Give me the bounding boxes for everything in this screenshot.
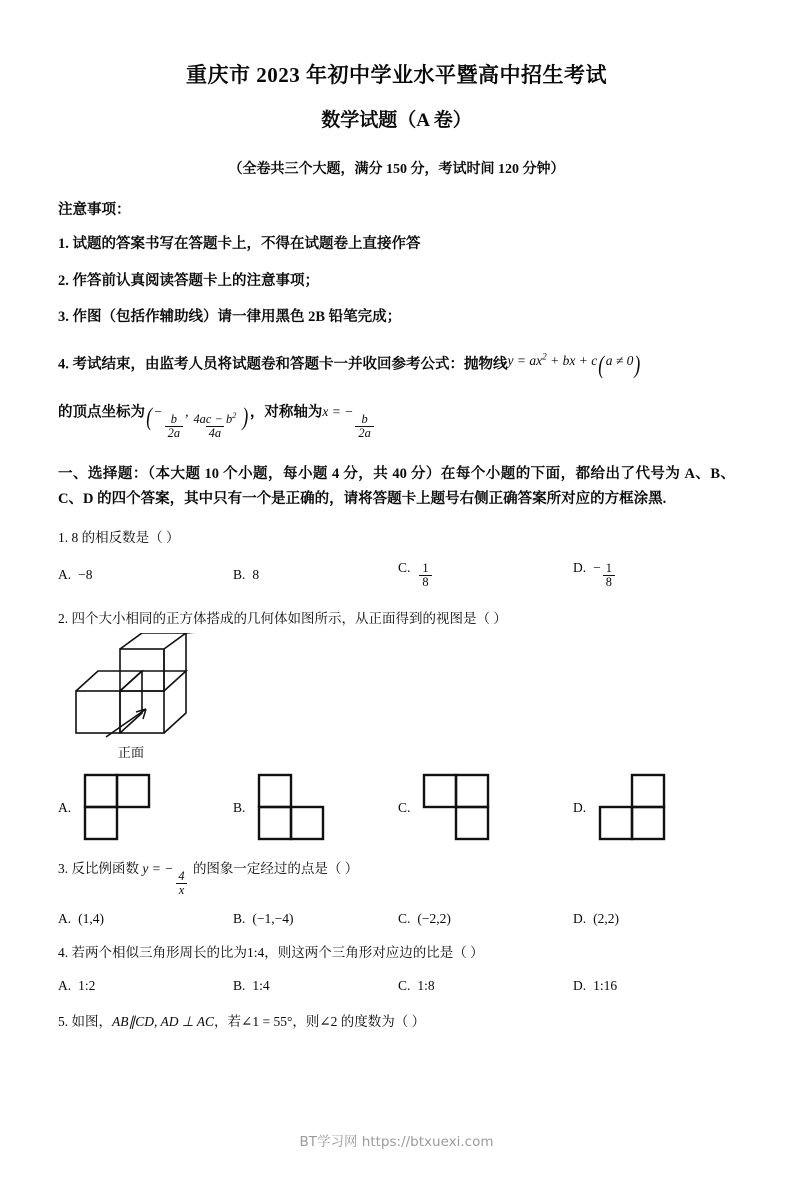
question-1-option-c[interactable] (398, 560, 573, 589)
question-2-option-c[interactable] (398, 771, 573, 845)
notice-item-3: 3. 作图（包括作辅助线）请一律用黑色 2B 铅笔完成； (58, 309, 402, 326)
page-subtitle: 数学试题（A 卷） (321, 110, 472, 132)
section-1-heading: 一、选择题：（本大题 10 个小题，每小题 4 分，共 40 分）在每个小题的下面，都给出了代号为 A、B、C、D 的四个答案，其中只有一个是正确的，请将答题卡上题号右侧正确答案所对应的方框涂黑. (58, 466, 735, 508)
question-3-option-d[interactable] (573, 911, 733, 927)
notice-item-1: 1. 试题的答案书写在答题卡上，不得在试题卷上直接作答 (58, 235, 421, 252)
fraction-denominator: x (176, 883, 188, 897)
front-view-shape-c (418, 771, 492, 845)
site-watermark: BT学习网 https://btxuexi.com (299, 1134, 494, 1150)
question-3-option-c[interactable] (398, 911, 573, 927)
option-label: D. (573, 977, 587, 993)
axis-lead-label: ，对称轴为 (249, 404, 323, 420)
question-4 (58, 943, 735, 963)
option-label: C. (398, 911, 411, 927)
question-2-option-a[interactable] (58, 771, 233, 845)
question-3-formula: y = − $\frac{4}{x}$ (142, 861, 189, 876)
vertex-lead-label: 的顶点坐标为 (58, 404, 145, 420)
notice-heading: 注意事项： (58, 201, 131, 218)
question-4-option-d[interactable] (573, 978, 733, 994)
question-4-option-b[interactable] (233, 978, 398, 994)
exam-info-line: （全卷共三个大题，满分 150 分，考试时间 120 分钟） (228, 161, 565, 177)
question-5 (58, 1012, 735, 1032)
fraction-sign: − (593, 560, 601, 576)
question-1-options (58, 555, 735, 595)
question-1-option-d[interactable] (573, 560, 733, 589)
option-label: A. (58, 566, 72, 582)
question-5-stem-pre: 5. 如图， (58, 1013, 112, 1029)
fraction-denominator: 8 (419, 575, 431, 589)
question-3-option-b[interactable] (233, 911, 398, 927)
option-value: (−2,2) (417, 911, 451, 927)
option-label: B. (233, 911, 246, 927)
notice-item-4 (58, 346, 735, 384)
question-2-stem: 2. 四个大小相同的正方体搭成的几何体如图所示，从正面得到的视图是（ ） (58, 610, 507, 626)
fraction-numerator: 4 (178, 869, 185, 884)
fraction-numerator: 1 (422, 561, 429, 576)
parabola-formula: $y = ax^2$ + bx + c(a ≠ 0) (507, 350, 641, 380)
fraction-numerator: 1 (605, 561, 612, 576)
question-4-stem: 4. 若两个相似三角形周长的比为1:4，则这两个三角形对应边的比是（ ） (58, 945, 484, 961)
question-1-stem: 1. 8 的相反数是（ ） (58, 530, 180, 546)
option-label: C. (398, 799, 411, 815)
vertex-coordinates-formula: (− $\frac{b}{2a}$ , $\frac{4ac - b^2}{4a}$ ) (146, 401, 249, 441)
option-value: 1:8 (417, 977, 435, 993)
option-value: 1:4 (252, 977, 270, 993)
question-1 (58, 528, 735, 548)
question-3-options (58, 911, 735, 927)
question-4-options (58, 978, 735, 994)
question-2-options (58, 771, 735, 845)
option-value: −8 (78, 566, 93, 582)
fraction-denominator: 8 (603, 575, 615, 589)
question-3-stem-post: 的图象一定经过的点是（ ） (189, 860, 359, 876)
option-value-fraction (419, 562, 431, 589)
axis-of-symmetry-formula: x = − $\frac{b}{2a}$ (322, 404, 375, 419)
front-view-shape-b (253, 771, 327, 845)
option-label: D. (573, 799, 587, 815)
vertex-formula-line (58, 398, 735, 441)
front-view-shape-a (79, 771, 153, 845)
notice-item-4-text: 4. 考试结束，由监考人员将试题卷和答题卡一并收回参考公式：抛物线 (58, 356, 508, 373)
option-label: A. (58, 799, 72, 815)
option-label: D. (573, 560, 587, 576)
option-value-fraction (603, 562, 615, 589)
page-title: 重庆市 2023 年初中学业水平暨高中招生考试 (186, 63, 607, 87)
option-label: B. (233, 799, 246, 815)
option-label: B. (233, 977, 246, 993)
question-5-math: AB∥CD, AD ⊥ AC (112, 1013, 215, 1029)
question-2-figure (70, 633, 735, 746)
question-5-stem-mid: ，若∠1 = 55°，则∠2 的度数为（ ） (214, 1013, 426, 1029)
option-value: (2,2) (593, 911, 619, 927)
question-2 (58, 609, 735, 629)
cube-stack-diagram (70, 633, 245, 741)
option-label: A. (58, 977, 72, 993)
question-4-option-a[interactable] (58, 978, 233, 994)
notice-item-2: 2. 作答前认真阅读答题卡上的注意事项； (58, 272, 319, 289)
question-1-option-a[interactable] (58, 567, 233, 583)
option-value: 1:2 (78, 977, 96, 993)
option-label: C. (398, 977, 411, 993)
option-value: (1,4) (78, 911, 104, 927)
question-3-option-a[interactable] (58, 911, 233, 927)
exam-page (0, 62, 793, 1184)
question-2-figure-caption: 正面 (118, 744, 145, 760)
question-3 (58, 859, 735, 897)
option-value: 1:16 (593, 977, 618, 993)
option-label: D. (573, 911, 587, 927)
front-view-shape-d (594, 771, 668, 845)
option-label: A. (58, 911, 72, 927)
question-3-stem-pre: 3. 反比例函数 (58, 860, 143, 876)
question-1-option-b[interactable] (233, 567, 398, 583)
option-label: B. (233, 566, 246, 582)
option-value: (−1,−4) (252, 911, 294, 927)
question-4-option-c[interactable] (398, 978, 573, 994)
option-value: 8 (252, 566, 260, 582)
question-2-option-b[interactable] (233, 771, 398, 845)
option-label: C. (398, 560, 411, 576)
question-2-option-d[interactable] (573, 771, 733, 845)
